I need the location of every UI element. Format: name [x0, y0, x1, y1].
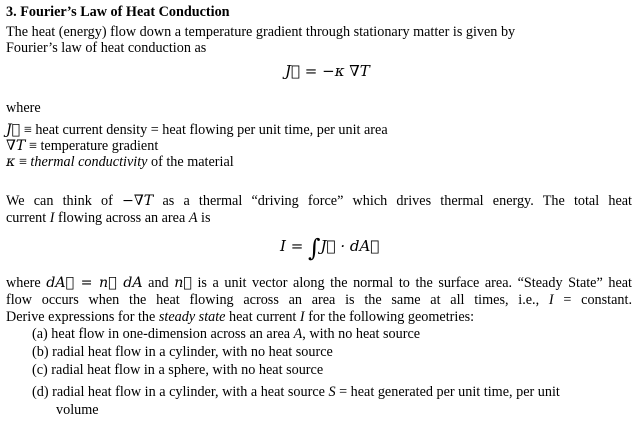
para3-line3-a: Derive expressions for the [6, 309, 159, 325]
list-item [32, 344, 333, 360]
item-a-label: (a) [32, 326, 48, 342]
para2-line-1 [6, 193, 632, 209]
def1-symbol: J⃗ [6, 122, 21, 138]
eq2-lhs: I = [280, 237, 309, 255]
list-item [32, 326, 420, 342]
item-c-text: radial heat flow in a sphere, with no heat source [47, 362, 324, 378]
item-d-label: (d) [32, 384, 49, 400]
item-b-text: radial heat flow in a cylinder, with no heat source [48, 344, 333, 360]
intro-line-2: Fourier’s law of heat conduction as [6, 40, 207, 56]
para3-line-1 [6, 275, 632, 291]
definition-temperature-gradient [6, 138, 158, 154]
para3-line2-I: I [548, 292, 554, 308]
para3-line1-math1: dA⃗ = n⃗ dA [46, 275, 143, 291]
item-d-text: radial heat flow in a cylinder, with a heat source [48, 384, 329, 400]
para3-line3-b: heat current [225, 309, 300, 325]
para2-line2-b: flowing across an area [54, 210, 189, 226]
list-item [32, 362, 323, 378]
para3-line3-I: I [299, 309, 305, 325]
item-d-continuation: volume [56, 402, 99, 418]
definition-current-density [6, 122, 388, 138]
def1-sep: ≡ [20, 122, 36, 138]
para3-line3-italic: steady state [158, 309, 226, 325]
para2-line-2 [6, 210, 211, 226]
def3-text-rest: of the material [147, 154, 234, 170]
para2-math: −∇T [121, 193, 154, 209]
definition-thermal-conductivity [6, 154, 234, 170]
para3-line2-b: = constant. [553, 292, 632, 308]
where-label: where [6, 100, 41, 116]
para3-line-2 [6, 292, 632, 308]
para2-line2-A: A [188, 210, 198, 226]
para3-line1-a: where [6, 275, 47, 291]
para2-line2-a: current [6, 210, 50, 226]
item-d-text-b: = heat generated per unit time, per unit [335, 384, 560, 400]
eq1-lhs: J⃗ [285, 62, 301, 80]
def1-text: heat current density = heat flowing per unit time, per unit area [35, 122, 388, 138]
para3-line1-c: is a unit vector along the normal to the surface area. “Steady State” heat [191, 275, 632, 291]
def2-sep: ≡ [25, 138, 41, 154]
para2-line2-I: I [49, 210, 55, 226]
para3-line3-c: for the following geometries: [304, 309, 475, 325]
def3-symbol: κ [6, 154, 16, 170]
fourier-law-equation [285, 62, 370, 80]
item-a-text-b: , with no heat source [302, 326, 421, 342]
para3-line-3 [6, 309, 474, 325]
item-d-italic: S [328, 384, 336, 400]
para3-line1-b: and [142, 275, 175, 291]
item-b-label: (b) [32, 344, 49, 360]
eq1-rhs: = −κ ∇T [300, 62, 370, 80]
item-a-italic: A [293, 326, 303, 342]
def3-text-italic: thermal conductivity [30, 154, 148, 170]
def2-symbol: ∇T [6, 138, 26, 154]
intro-line-1: The heat (energy) flow down a temperature gradient through stationary matter is given by [6, 24, 516, 40]
total-current-equation [280, 234, 379, 262]
def2-text: temperature gradient [40, 138, 159, 154]
para3-line2-a: flow occurs when the heat flowing across an area is the same at all times, i.e., [6, 292, 549, 308]
item-a-text: heat flow in one-dimension across an area [47, 326, 294, 342]
section-heading: 3. Fourier’s Law of Heat Conduction [6, 4, 230, 20]
def3-sep: ≡ [15, 154, 31, 170]
list-item [32, 384, 560, 400]
item-c-label: (c) [32, 362, 48, 378]
para3-line1-math2: n⃗ [174, 275, 192, 291]
eq2-rhs: J⃗ · dA⃗ [320, 237, 380, 255]
integral-sign: ∫ [308, 234, 321, 262]
para2-line2-c: is [197, 210, 211, 226]
para2-text-b: as a thermal “driving force” which drives thermal energy. The total heat [153, 193, 632, 209]
para2-text-a: We can think of [6, 193, 122, 209]
